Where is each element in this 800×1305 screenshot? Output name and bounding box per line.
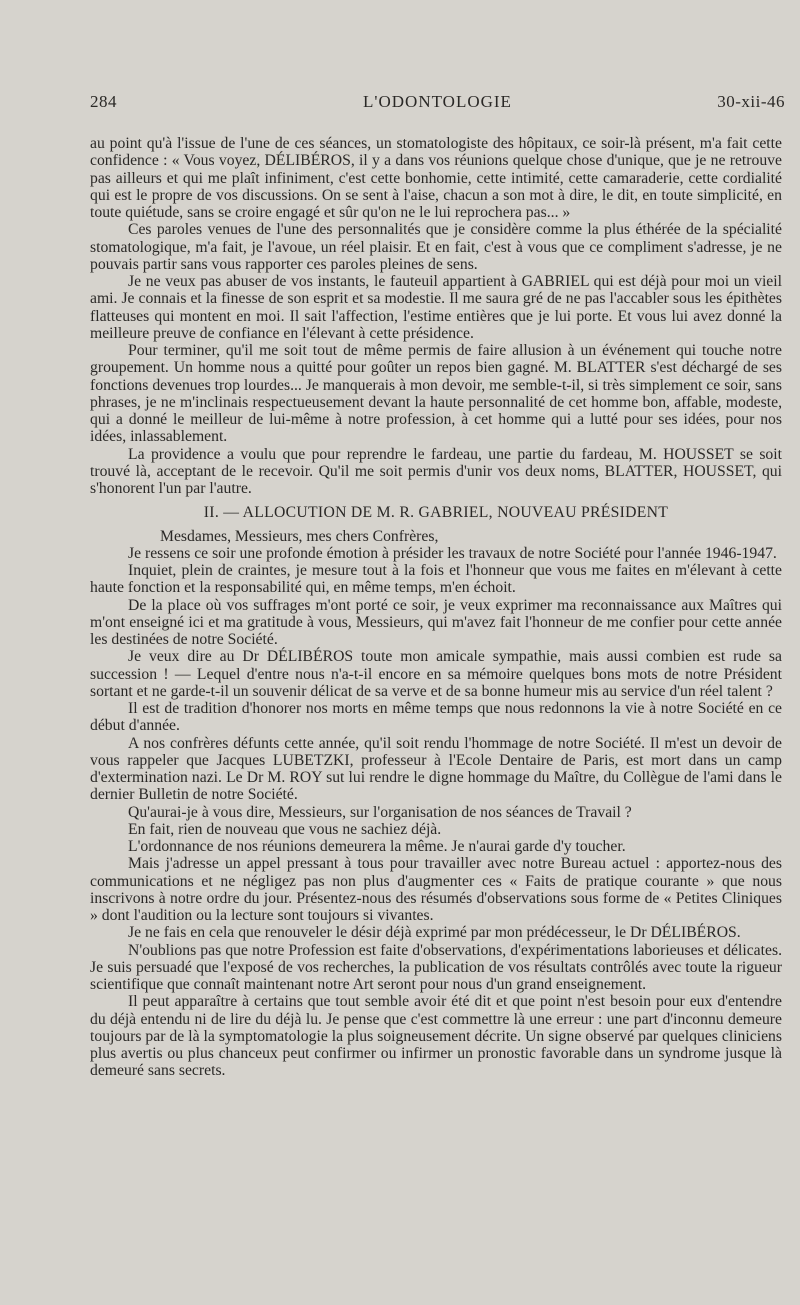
paragraph: Je veux dire au Dr DÉLIBÉROS toute mon amicale sympathie, mais aussi combien est rude sa succession ! — Lequel d'entre nous n'a-t-il encore en sa mémoire quelques bons mots de notre Président sortant et ne garde-t-il un souvenir délicat de sa verve et de sa bonne humeur mis au service d'un réel talent ? (90, 648, 782, 700)
running-header (90, 92, 785, 116)
paragraph: au point qu'à l'issue de l'une de ces séances, un stomatologiste des hôpitaux, ce soir-là présent, m'a fait cette confidence : « Vous voyez, DÉLIBÉROS, il y a dans vos réunions quelque chose d'unique, que je ne retrouve pas ailleurs et qui me plaît infiniment, c'est cette bonhomie, cette intimité, cette camaraderie, cette cordialité qui est le propre de vos discussions. On se sent à l'aise, chacun a son mot à dire, le dit, en toute simplicité, en toute quiétude, sans se croire engagé et sûr qu'on ne le lui reprochera pas... » (90, 135, 782, 221)
paragraph: En fait, rien de nouveau que vous ne sachiez déjà. (128, 820, 442, 838)
paragraph: Ces paroles venues de l'une des personnalités que je considère comme la plus éthérée de la spécialité stomatologique, m'a fait, je l'avoue, un réel plaisir. Et en fait, c'est à vous que ce compliment s'adresse, je ne pouvais partir sans vous rapporter ces paroles pleines de sens. (90, 221, 782, 273)
journal-title: L'ODONTOLOGIE (363, 92, 512, 111)
paragraph: N'oublions pas que notre Profession est faite d'observations, d'expérimentations laborieuses et délicates. Je suis persuadé que l'exposé de vos recherches, la publication de vos résultats contrôlés avec toute la rigueur scientifique que connaît maintenant notre Art seront pour nous d'un grand enseignement. (90, 941, 782, 993)
paragraph: L'ordonnance de nos réunions demeurera la même. Je n'aurai garde d'y toucher. (128, 838, 626, 855)
section-heading: II. — ALLOCUTION DE M. R. GABRIEL, NOUVEAU PRÉSIDENT (203, 504, 669, 522)
page-number: 284 (90, 92, 117, 111)
paragraph: Je ne veux pas abuser de vos instants, le fauteuil appartient à GABRIEL qui est déjà pour moi un vieil ami. Je connais et la finesse de son esprit et sa modestie. Il me saura gré de ne pas l'accabler sous les épithètes flatteuses qui montent en moi. Il sait l'affection, l'estime entières que je lui porte. Et vous lui avez donné la meilleure preuve de confiance en l'élevant à cette présidence. (90, 273, 782, 342)
paragraph: Inquiet, plein de craintes, je mesure tout à la fois et l'honneur que vous me faites en m'élevant à cette haute fonction et la responsabilité qui, en même temps, m'en échoit. (90, 562, 782, 597)
issue-date: 30-xii-46 (717, 92, 785, 111)
paragraph: Il est de tradition d'honorer nos morts en même temps que nous redonnons la vie à notre Société en ce début d'année. (90, 700, 782, 735)
paragraph: Je ne fais en cela que renouveler le désir déjà exprimé par mon prédécesseur, le Dr DÉLIBÉROS. (128, 924, 741, 942)
paragraph: Je ressens ce soir une profonde émotion à présider les travaux de notre Société pour l'année 1946-1947. (128, 544, 777, 562)
paragraph: A nos confrères défunts cette année, qu'il soit rendu l'hommage de notre Société. Il m'est un devoir de vous rappeler que Jacques LUBETZKI, professeur à l'Ecole Dentaire de Paris, est mort dans un camp d'extermination nazi. Le Dr M. ROY sut lui rendre le digne hommage du Maître, du Collègue de l'ami dans le dernier Bulletin de notre Société. (90, 734, 782, 804)
paragraph: De la place où vos suffrages m'ont porté ce soir, je veux exprimer ma reconnaissance aux Maîtres qui m'ont enseigné ici et ma gratitude à vous, Messieurs, qui m'avez fait l'honneur de me confier pour cette année les destinées de notre Société. (90, 596, 782, 648)
paragraph: La providence a voulu que pour reprendre le fardeau, une partie du fardeau, M. HOUSSET se soit trouvé là, acceptant de le recevoir. Qu'il me soit permis d'unir vos deux noms, BLATTER, HOUSSET, qui s'honorent l'un par l'autre. (90, 445, 782, 497)
paragraph: Qu'aurai-je à vous dire, Messieurs, sur l'organisation de nos séances de Travail ? (128, 803, 632, 821)
paragraph: Mais j'adresse un appel pressant à tous pour travailler avec notre Bureau actuel : apportez-nous des communications et ne négligez pas non plus d'augmenter ces « Faits de pratique courante » que nous inscrivons à notre ordre du jour. Présentez-nous des résumés d'observations sous forme de « Petites Cliniques » dont l'audition ou la lecture sont toujours si vivantes. (90, 855, 782, 924)
article-body (90, 135, 782, 1080)
paragraph: Il peut apparaître à certains que tout semble avoir été dit et que point n'est besoin pour eux d'entendre du déjà entendu ni de lire du déjà lu. Je pense que c'est commettre là une erreur : une part d'inconnu demeure toujours par de là la symptomatologie la plus soigneusement décrite. Un signe observé par quelques cliniciens plus avertis ou plus chanceux peut confirmer ou infirmer un pronostic favorable dans un syndrome jusque là demeuré sans secrets. (90, 993, 782, 1080)
paragraph: Pour terminer, qu'il me soit tout de même permis de faire allusion à un événement qui touche notre groupement. Un homme nous a quitté pour goûter un repos bien gagné. M. BLATTER s'est déchargé de ses fonctions devenues trop lourdes... Je manquerais à mon devoir, me semble-t-il, si très simplement ce soir, sans phrases, je ne m'inclinais respectueusement devant la haute personnalité de cet homme bon, affable, modeste, qui a donné le meilleur de lui-même à notre profession, à cet homme qui a lutté pour ses idées, pour nos idées, inlassablement. (90, 342, 782, 446)
salutation: Mesdames, Messieurs, mes chers Confrères, (160, 527, 439, 545)
